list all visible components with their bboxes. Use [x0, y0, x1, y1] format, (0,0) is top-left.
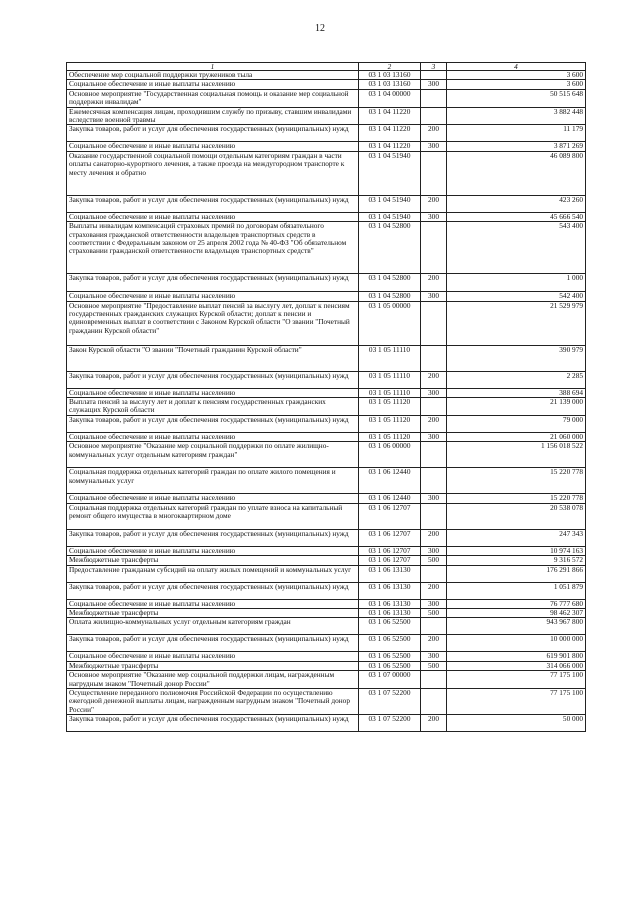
table-row	[67, 371, 586, 388]
row-type-cell	[421, 71, 447, 80]
row-code-cell: 03 1 05 11110	[359, 388, 421, 397]
table-row	[67, 89, 586, 107]
row-code-cell: 03 1 06 12707	[359, 556, 421, 565]
row-code-cell: 03 1 04 11220	[359, 142, 421, 151]
row-code-cell: 03 1 04 51940	[359, 195, 421, 212]
row-code-cell: 03 1 05 00000	[359, 301, 421, 345]
row-type-cell: 300	[421, 599, 447, 608]
row-name-cell: Закупка товаров, работ и услуг для обеспечения государственных (муниципальных) нужд	[67, 582, 359, 599]
row-amount-cell: 79 000	[447, 415, 586, 432]
row-amount-cell: 543 400	[447, 222, 586, 274]
table-row	[67, 556, 586, 565]
row-amount-cell: 388 694	[447, 388, 586, 397]
row-amount-cell: 2 285	[447, 371, 586, 388]
row-amount-cell: 45 666 540	[447, 212, 586, 221]
column-header-1: 1	[67, 63, 359, 71]
row-name-cell: Закупка товаров, работ и услуг для обеспечения государственных (муниципальных) нужд	[67, 415, 359, 432]
row-type-cell: 200	[421, 274, 447, 292]
table-row	[67, 80, 586, 89]
row-code-cell: 03 1 06 52500	[359, 652, 421, 661]
row-amount-cell: 76 777 680	[447, 599, 586, 608]
row-amount-cell: 77 175 100	[447, 671, 586, 689]
row-amount-cell: 98 462 307	[447, 608, 586, 617]
row-code-cell: 03 1 07 52200	[359, 688, 421, 714]
table-row	[67, 608, 586, 617]
row-amount-cell: 943 967 800	[447, 618, 586, 635]
row-name-cell: Социальное обеспечение и иные выплаты населению	[67, 432, 359, 441]
row-name-cell: Социальная поддержка отдельных категорий граждан по оплате жилого помещения и коммунальных услуг	[67, 468, 359, 494]
row-type-cell: 300	[421, 212, 447, 221]
table-row	[67, 398, 586, 416]
row-type-cell: 200	[421, 582, 447, 599]
table-row	[67, 546, 586, 555]
row-code-cell: 03 1 03 13160	[359, 80, 421, 89]
row-amount-cell: 1 000	[447, 274, 586, 292]
row-type-cell: 500	[421, 608, 447, 617]
row-name-cell: Закупка товаров, работ и услуг для обеспечения государственных (муниципальных) нужд	[67, 635, 359, 652]
row-name-cell: Социальное обеспечение и иные выплаты населению	[67, 494, 359, 503]
row-type-cell	[421, 151, 447, 195]
row-type-cell: 300	[421, 80, 447, 89]
row-amount-cell: 21 060 000	[447, 432, 586, 441]
row-name-cell: Закупка товаров, работ и услуг для обеспечения государственных (муниципальных) нужд	[67, 125, 359, 142]
row-amount-cell: 314 066 000	[447, 661, 586, 670]
row-code-cell: 03 1 06 13130	[359, 608, 421, 617]
row-type-cell: 500	[421, 661, 447, 670]
row-type-cell: 300	[421, 142, 447, 151]
row-type-cell: 200	[421, 195, 447, 212]
table-row	[67, 292, 586, 301]
row-name-cell: Межбюджетные трансферты	[67, 661, 359, 670]
table-header-row	[67, 63, 586, 71]
table-row	[67, 71, 586, 80]
row-name-cell: Социальное обеспечение и иные выплаты населению	[67, 80, 359, 89]
row-code-cell: 03 1 06 13130	[359, 599, 421, 608]
table-row	[67, 565, 586, 582]
row-amount-cell: 21 139 000	[447, 398, 586, 416]
row-type-cell: 200	[421, 415, 447, 432]
row-amount-cell: 3 871 269	[447, 142, 586, 151]
row-code-cell: 03 1 05 11120	[359, 432, 421, 441]
row-name-cell: Обеспечение мер социальной поддержки тружеников тыла	[67, 71, 359, 80]
row-type-cell: 300	[421, 292, 447, 301]
column-header-2: 2	[359, 63, 421, 71]
row-amount-cell: 3 600	[447, 71, 586, 80]
table-row	[67, 125, 586, 142]
row-amount-cell: 10 974 163	[447, 546, 586, 555]
row-name-cell: Закупка товаров, работ и услуг для обеспечения государственных (муниципальных) нужд	[67, 371, 359, 388]
row-name-cell: Закупка товаров, работ и услуг для обеспечения государственных (муниципальных) нужд	[67, 195, 359, 212]
row-name-cell: Выплаты инвалидам компенсаций страховых премий по договорам обязательного страхования гражданской ответственности владельцев транспортных средств в соответствии с Федеральным законом от 25 апреля 2002 года № 40-ФЗ "Об обязательном страховании гражданской ответственности владельцев транспортных средств"	[67, 222, 359, 274]
table-row	[67, 195, 586, 212]
row-code-cell: 03 1 04 52800	[359, 274, 421, 292]
row-name-cell: Ежемесячная компенсация лицам, проходившим службу по призыву, ставшим инвалидами вследствие военной травмы	[67, 107, 359, 125]
table-row	[67, 388, 586, 397]
column-header-4: 4	[447, 63, 586, 71]
table-row	[67, 107, 586, 125]
table-row	[67, 529, 586, 546]
row-type-cell	[421, 503, 447, 529]
row-type-cell: 200	[421, 371, 447, 388]
row-name-cell: Оплата жилищно-коммунальных услуг отдельным категориям граждан	[67, 618, 359, 635]
row-name-cell: Основное мероприятие "Предоставление выплат пенсий за выслугу лет, доплат к пенсиям государственных гражданских служащих Курской области; доплат к пенсии и единовременных выплат в соответствии с Законом Курской области "О звании "Почетный гражданин Курской области"	[67, 301, 359, 345]
row-amount-cell: 77 175 100	[447, 688, 586, 714]
row-type-cell: 500	[421, 556, 447, 565]
table-row	[67, 345, 586, 371]
row-amount-cell: 11 179	[447, 125, 586, 142]
row-name-cell: Социальное обеспечение и иные выплаты населению	[67, 388, 359, 397]
row-code-cell: 03 1 06 52500	[359, 661, 421, 670]
table-row	[67, 599, 586, 608]
row-amount-cell: 20 538 078	[447, 503, 586, 529]
row-code-cell: 03 1 07 00000	[359, 671, 421, 689]
row-code-cell: 03 1 07 52200	[359, 715, 421, 732]
row-name-cell: Выплата пенсий за выслугу лет и доплат к пенсиям государственных гражданских служащих Курской области	[67, 398, 359, 416]
row-amount-cell: 10 000 000	[447, 635, 586, 652]
row-name-cell: Закупка товаров, работ и услуг для обеспечения государственных (муниципальных) нужд	[67, 715, 359, 732]
row-code-cell: 03 1 04 00000	[359, 89, 421, 107]
row-amount-cell: 50 515 648	[447, 89, 586, 107]
row-name-cell: Социальное обеспечение и иные выплаты населению	[67, 292, 359, 301]
row-name-cell: Межбюджетные трансферты	[67, 608, 359, 617]
table-row	[67, 688, 586, 714]
row-type-cell	[421, 89, 447, 107]
budget-table	[66, 62, 586, 732]
row-code-cell: 03 1 05 11110	[359, 371, 421, 388]
row-name-cell: Межбюджетные трансферты	[67, 556, 359, 565]
row-type-cell: 200	[421, 715, 447, 732]
table-row	[67, 503, 586, 529]
row-name-cell: Социальная поддержка отдельных категорий граждан по уплате взноса на капитальный ремонт общего имущества в многоквартирном доме	[67, 503, 359, 529]
table-row	[67, 274, 586, 292]
row-type-cell	[421, 618, 447, 635]
table-row	[67, 715, 586, 732]
row-name-cell: Социальное обеспечение и иные выплаты населению	[67, 142, 359, 151]
row-name-cell: Предоставление гражданам субсидий на оплату жилых помещений и коммунальных услуг	[67, 565, 359, 582]
row-name-cell: Социальное обеспечение и иные выплаты населению	[67, 212, 359, 221]
row-name-cell: Социальное обеспечение и иные выплаты населению	[67, 546, 359, 555]
row-type-cell	[421, 671, 447, 689]
row-code-cell: 03 1 06 00000	[359, 442, 421, 468]
table-row	[67, 142, 586, 151]
row-code-cell: 03 1 03 13160	[359, 71, 421, 80]
row-name-cell: Оказание государственной социальной помощи отдельным категориям граждан в части оплаты санаторно-курортного лечения, а также проезда на междугородном транспорте к месту лечения и обратно	[67, 151, 359, 195]
row-name-cell: Социальное обеспечение и иные выплаты населению	[67, 599, 359, 608]
row-name-cell: Закупка товаров, работ и услуг для обеспечения государственных (муниципальных) нужд	[67, 274, 359, 292]
row-code-cell: 03 1 06 12707	[359, 503, 421, 529]
row-amount-cell: 1 156 018 522	[447, 442, 586, 468]
row-type-cell: 300	[421, 652, 447, 661]
row-type-cell: 200	[421, 529, 447, 546]
table-row	[67, 618, 586, 635]
row-amount-cell: 3 600	[447, 80, 586, 89]
row-name-cell: Основное мероприятие "Оказание мер социальной поддержки лицам, награжденным нагрудным знаком "Почетный донор России"	[67, 671, 359, 689]
row-type-cell	[421, 107, 447, 125]
table-row	[67, 222, 586, 274]
row-code-cell: 03 1 06 12707	[359, 546, 421, 555]
row-amount-cell: 1 051 879	[447, 582, 586, 599]
row-amount-cell: 15 220 778	[447, 468, 586, 494]
row-amount-cell: 619 901 800	[447, 652, 586, 661]
table-row	[67, 212, 586, 221]
row-type-cell: 300	[421, 494, 447, 503]
row-type-cell: 200	[421, 125, 447, 142]
table-row	[67, 671, 586, 689]
row-code-cell: 03 1 04 11220	[359, 125, 421, 142]
row-code-cell: 03 1 04 52800	[359, 292, 421, 301]
row-amount-cell: 247 343	[447, 529, 586, 546]
row-amount-cell: 50 000	[447, 715, 586, 732]
row-amount-cell: 46 089 800	[447, 151, 586, 195]
row-code-cell: 03 1 04 11220	[359, 107, 421, 125]
row-amount-cell: 423 260	[447, 195, 586, 212]
table-row	[67, 442, 586, 468]
table-row	[67, 582, 586, 599]
table-row	[67, 652, 586, 661]
row-code-cell: 03 1 04 52800	[359, 222, 421, 274]
row-amount-cell: 9 316 572	[447, 556, 586, 565]
row-type-cell	[421, 565, 447, 582]
row-code-cell: 03 1 05 11120	[359, 398, 421, 416]
row-amount-cell: 390 979	[447, 345, 586, 371]
row-type-cell	[421, 442, 447, 468]
row-name-cell: Основное мероприятие "Оказание мер социальной поддержки по оплате жилищно-коммунальных услуг отдельным категориям граждан"	[67, 442, 359, 468]
table-row	[67, 635, 586, 652]
row-code-cell: 03 1 06 52500	[359, 618, 421, 635]
row-name-cell: Основное мероприятие "Государственная социальная помощь и оказание мер социальной поддержки инвалидам"	[67, 89, 359, 107]
column-header-3: 3	[421, 63, 447, 71]
table-row	[67, 468, 586, 494]
row-type-cell: 300	[421, 546, 447, 555]
row-amount-cell: 3 882 448	[447, 107, 586, 125]
row-code-cell: 03 1 06 12440	[359, 494, 421, 503]
page-number: 12	[315, 23, 325, 34]
table-row	[67, 432, 586, 441]
row-type-cell	[421, 345, 447, 371]
table-row	[67, 301, 586, 345]
row-code-cell: 03 1 06 12707	[359, 529, 421, 546]
row-code-cell: 03 1 06 13130	[359, 582, 421, 599]
row-code-cell: 03 1 05 11120	[359, 415, 421, 432]
row-code-cell: 03 1 04 51940	[359, 212, 421, 221]
row-name-cell: Закон Курской области "О звании "Почетный гражданин Курской области"	[67, 345, 359, 371]
table-row	[67, 661, 586, 670]
row-type-cell: 300	[421, 432, 447, 441]
row-name-cell: Социальное обеспечение и иные выплаты населению	[67, 652, 359, 661]
row-code-cell: 03 1 06 13130	[359, 565, 421, 582]
row-type-cell: 200	[421, 635, 447, 652]
row-amount-cell: 176 291 866	[447, 565, 586, 582]
row-code-cell: 03 1 04 51940	[359, 151, 421, 195]
row-type-cell	[421, 468, 447, 494]
row-type-cell	[421, 222, 447, 274]
row-name-cell: Осуществление переданного полномочия Российской Федерации по осуществлению ежегодной денежной выплаты лицам, награжденным нагрудным знаком "Почетный донор России"	[67, 688, 359, 714]
table-row	[67, 151, 586, 195]
row-amount-cell: 15 220 778	[447, 494, 586, 503]
table-row	[67, 415, 586, 432]
row-type-cell	[421, 688, 447, 714]
row-type-cell	[421, 398, 447, 416]
row-type-cell	[421, 301, 447, 345]
row-code-cell: 03 1 06 52500	[359, 635, 421, 652]
row-name-cell: Закупка товаров, работ и услуг для обеспечения государственных (муниципальных) нужд	[67, 529, 359, 546]
row-type-cell: 300	[421, 388, 447, 397]
row-amount-cell: 542 400	[447, 292, 586, 301]
row-code-cell: 03 1 05 11110	[359, 345, 421, 371]
row-amount-cell: 21 529 979	[447, 301, 586, 345]
table-row	[67, 494, 586, 503]
row-code-cell: 03 1 06 12440	[359, 468, 421, 494]
